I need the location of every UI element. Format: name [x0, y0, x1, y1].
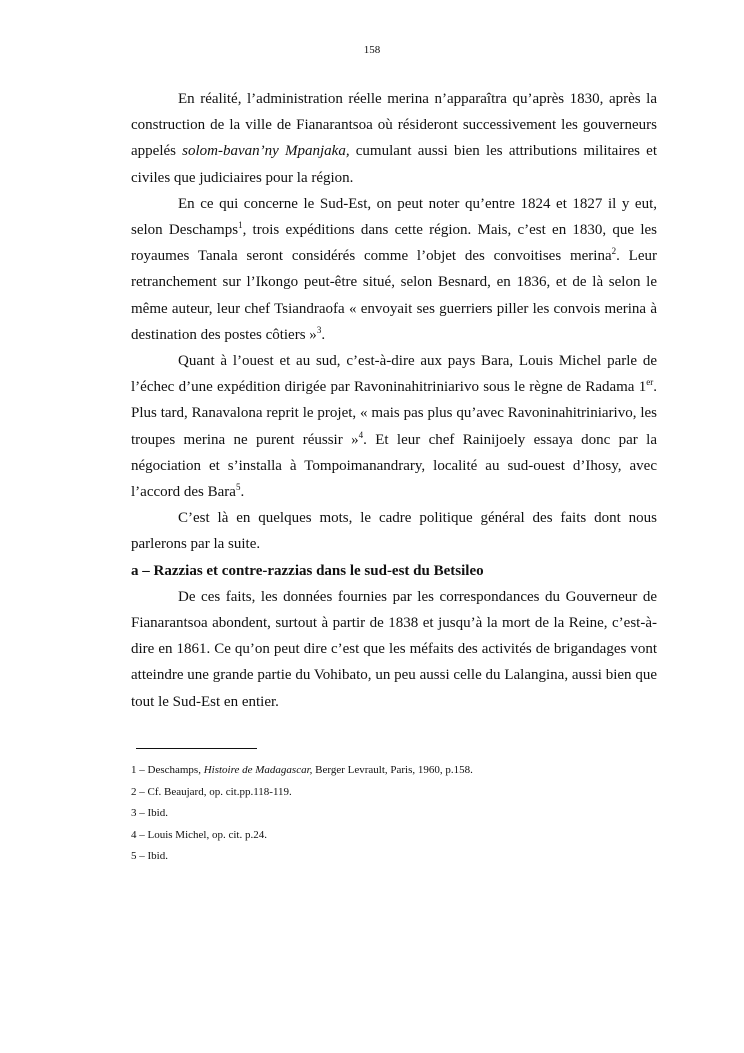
- footnote-1-title: Histoire de Madagascar,: [203, 764, 313, 776]
- footnote-5: 5 – Ibid.: [131, 850, 168, 862]
- footnote-3: 3 – Ibid.: [131, 807, 168, 819]
- p3-text-c: . Et leur chef Rainijoely essaya donc par la négociation et s’installa à Tompoimanandrary, localité au sud-ouest d’Ihosy, avec l’accord des Bara: [131, 431, 657, 501]
- p1-text-c: cumulant aussi bien les attributions militaires et civiles que judiciaires pour la région.: [131, 143, 657, 186]
- body-text: [131, 86, 657, 715]
- p2-text-b: , trois expéditions dans cette région. Mais, c’est en 1830, que les royaumes Tanala seront considérés comme l’objet des convoitises merina: [131, 222, 657, 265]
- p1-italic-term: solom-bavan’ny Mpanjaka,: [182, 143, 350, 160]
- footnote-4: 4 – Louis Michel, op. cit. p.24.: [131, 828, 267, 841]
- footnote-1: [131, 760, 657, 782]
- footnote-ref-3: 3: [316, 324, 322, 335]
- p2-text-a: En ce qui concerne le Sud-Est, on peut noter qu’entre 1824 et 1827 il y eut, selon Deschamps: [131, 195, 657, 239]
- p3-text-a: Quant à l’ouest et au sud, c’est-à-dire aux pays Bara, Louis Michel parle de l’échec d’une expédition dirigée par Ravoninahitriniarivo sous le règne de Radama 1: [131, 353, 657, 396]
- p3-text-d: .: [240, 484, 245, 501]
- paragraph-4: C’est là en quelques mots, le cadre politique général des faits dont nous parlerons par la suite.: [131, 510, 657, 553]
- paragraph-1: [131, 86, 657, 191]
- footnote-separator: [136, 748, 257, 749]
- footnotes: [131, 760, 657, 868]
- section-heading: a – Razzias et contre-razzias dans le sud-est du Betsileo: [131, 562, 484, 579]
- footnote-2: 2 – Cf. Beaujard, op. cit.pp.118-119.: [131, 785, 292, 798]
- footnote-1-text-b: Berger Levrault, Paris, 1960, p.158.: [312, 764, 473, 776]
- footnote-ref-2: 2: [611, 246, 617, 257]
- paragraph-2: [131, 191, 657, 348]
- footnote-ref-5: 5: [235, 482, 241, 493]
- footnote-ref-1: 1: [238, 220, 243, 231]
- ordinal-superscript: er: [646, 377, 654, 388]
- p3-text-b: . Plus tard, Ranavalona reprit le projet, « mais pas plus qu’avec Ravoninahitriniarivo, les troupes merina ne purent réussir »: [131, 379, 657, 448]
- paragraph-5: De ces faits, les données fournies par les correspondances du Gouverneur de Fianarantsoa abondent, surtout à partir de 1838 et jusqu’à la mort de la Reine, c’est-à-dire en 1861. Ce qu’on peut dire c’est que les méfaits des activités de brigandages vont atteindre une grande partie du Vohibato, un peu aussi celle du Lalangina, aussi bien que tout le Sud-Est en entier.: [131, 588, 657, 710]
- p2-text-c: . Leur retranchement sur l’Ikongo peut-être situé, selon Besnard, en 1836, et de là selon le même auteur, leur chef Tsiandraofa « envoyait ses guerriers piller les convois merina à destination des postes côtiers »: [131, 248, 657, 343]
- paragraph-3: [131, 348, 657, 505]
- footnote-ref-4: 4: [358, 429, 364, 440]
- p1-text-a: En réalité, l’administration réelle merina n’apparaîtra qu’après 1830, après la construction de la ville de Fianarantsoa où résideront successivement les gouverneurs appelés: [131, 91, 657, 160]
- footnote-1-text-a: 1 – Deschamps,: [131, 764, 204, 776]
- p2-text-d: .: [321, 326, 326, 343]
- page-number: 158: [363, 44, 381, 56]
